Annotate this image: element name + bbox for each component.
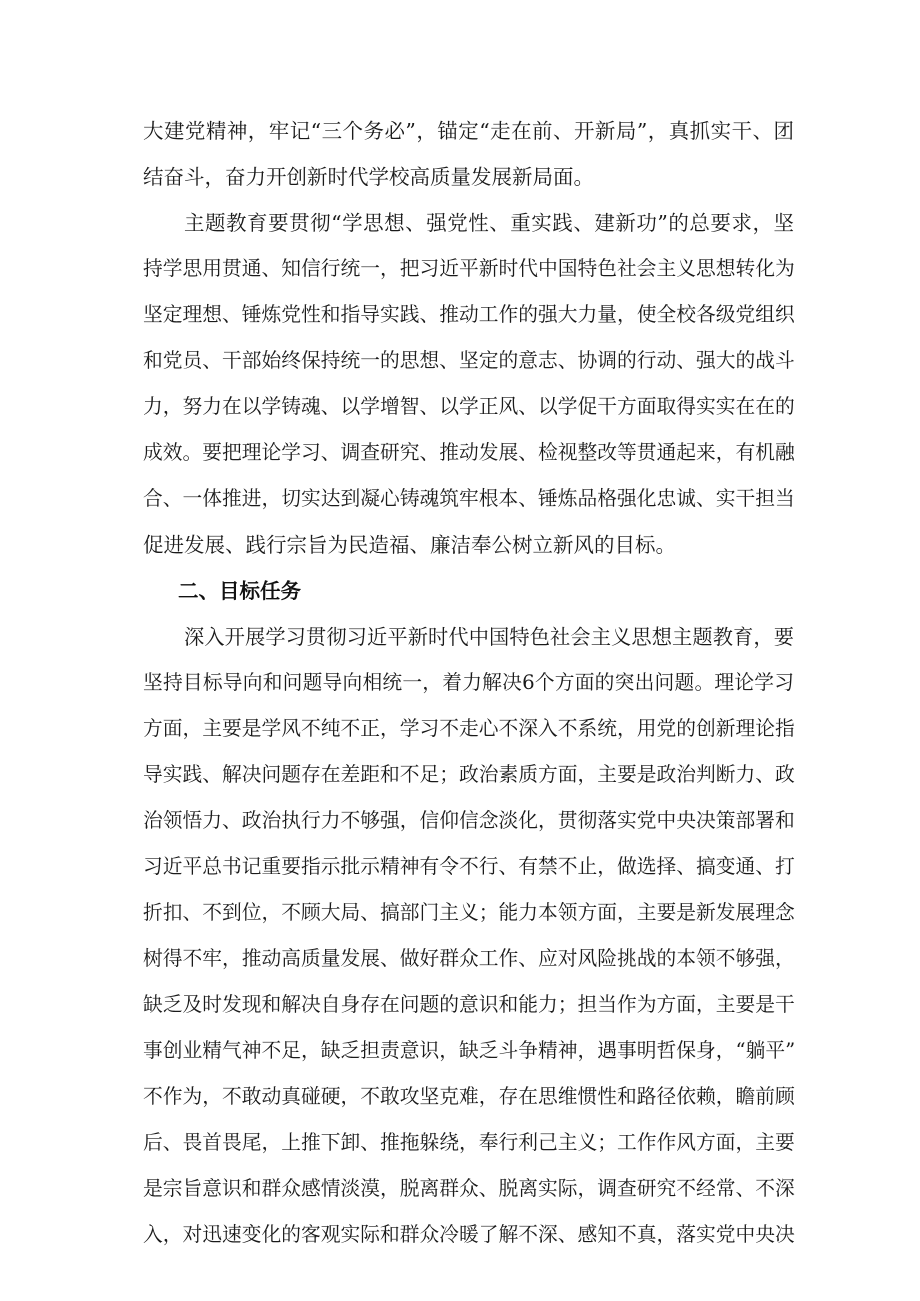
paragraph-3-line-2: 坚持目标导向和问题导向相统一，着力解决6个方面的突出问题。理论学习 — [143, 671, 794, 694]
paragraph-2-line-4: 和党员、干部始终保持统一的思想、坚定的意志、协调的行动、强大的战斗 — [143, 349, 795, 372]
paragraph-3-line-9: 缺乏及时发现和解决自身存在问题的意识和能力；担当作为方面，主要是干 — [143, 993, 795, 1016]
paragraph-3-line-3: 方面，主要是学风不纯不正，学习不走心不深入不系统，用党的创新理论指 — [143, 717, 795, 740]
section-heading: 二、目标任务 — [178, 579, 301, 603]
paragraph-3-line-7: 折扣、不到位，不顾大局、搞部门主义；能力本领方面，主要是新发展理念 — [143, 901, 795, 924]
paragraph-2-line-3: 坚定理想、锤炼党性和指导实践、推动工作的强大力量，使全校各级党组织 — [143, 303, 795, 326]
paragraph-3-line-11: 不作为，不敢动真碰硬，不敢攻坚克难，存在思维惯性和路径依赖，瞻前顾 — [143, 1085, 795, 1108]
paragraph-2-line-6: 成效。要把理论学习、调查研究、推动发展、检视整改等贯通起来，有机融 — [143, 441, 795, 464]
paragraph-1-line-2: 结奋斗，奋力开创新时代学校高质量发展新局面。 — [143, 165, 594, 189]
paragraph-3-line-8: 树得不牢，推动高质量发展、做好群众工作、应对风险挑战的本领不够强， — [143, 947, 795, 970]
paragraph-2-line-7: 合、一体推进，切实达到凝心铸魂筑牢根本、锤炼品格强化忠诚、实干担当 — [143, 487, 795, 510]
paragraph-3-line-12: 后、畏首畏尾，上推下卸、推拖躲绕，奉行利己主义；工作作风方面，主要 — [143, 1131, 795, 1154]
paragraph-3-line-6: 习近平总书记重要指示批示精神有令不行、有禁不止，做选择、搞变通、打 — [143, 855, 795, 878]
paragraph-3-line-5: 治领悟力、政治执行力不够强，信仰信念淡化，贯彻落实党中央决策部署和 — [143, 809, 795, 832]
paragraph-3-line-10: 事创业精气神不足，缺乏担责意识，缺乏斗争精神，遇事明哲保身，“躺平” — [143, 1039, 796, 1062]
paragraph-2-line-2: 持学思用贯通、知信行统一，把习近平新时代中国特色社会主义思想转化为 — [143, 257, 795, 280]
paragraph-3-line-13: 是宗旨意识和群众感情淡漠，脱离群众、脱离实际，调查研究不经常、不深 — [143, 1177, 795, 1200]
paragraph-3-line-4: 导实践、解决问题存在差距和不足；政治素质方面，主要是政治判断力、政 — [143, 763, 795, 786]
paragraph-3-line-14: 入，对迅速变化的客观实际和群众冷暖了解不深、感知不真，落实党中央决 — [143, 1223, 795, 1246]
paragraph-3-line-1: 深入开展学习贯彻习近平新时代中国特色社会主义思想主题教育，要 — [184, 625, 794, 649]
paragraph-1-line-1: 大建党精神，牢记“三个务必”，锚定“走在前、开新局”，真抓实干、团 — [143, 119, 794, 143]
paragraph-2-line-5: 力，努力在以学铸魂、以学增智、以学正风、以学促干方面取得实实在在的 — [143, 395, 795, 418]
paragraph-2-line-1: 主题教育要贯彻“学思想、强党性、重实践、建新功”的总要求，坚 — [184, 211, 794, 235]
paragraph-2-line-8: 促进发展、践行宗旨为民造福、廉洁奉公树立新风的目标。 — [143, 533, 676, 557]
